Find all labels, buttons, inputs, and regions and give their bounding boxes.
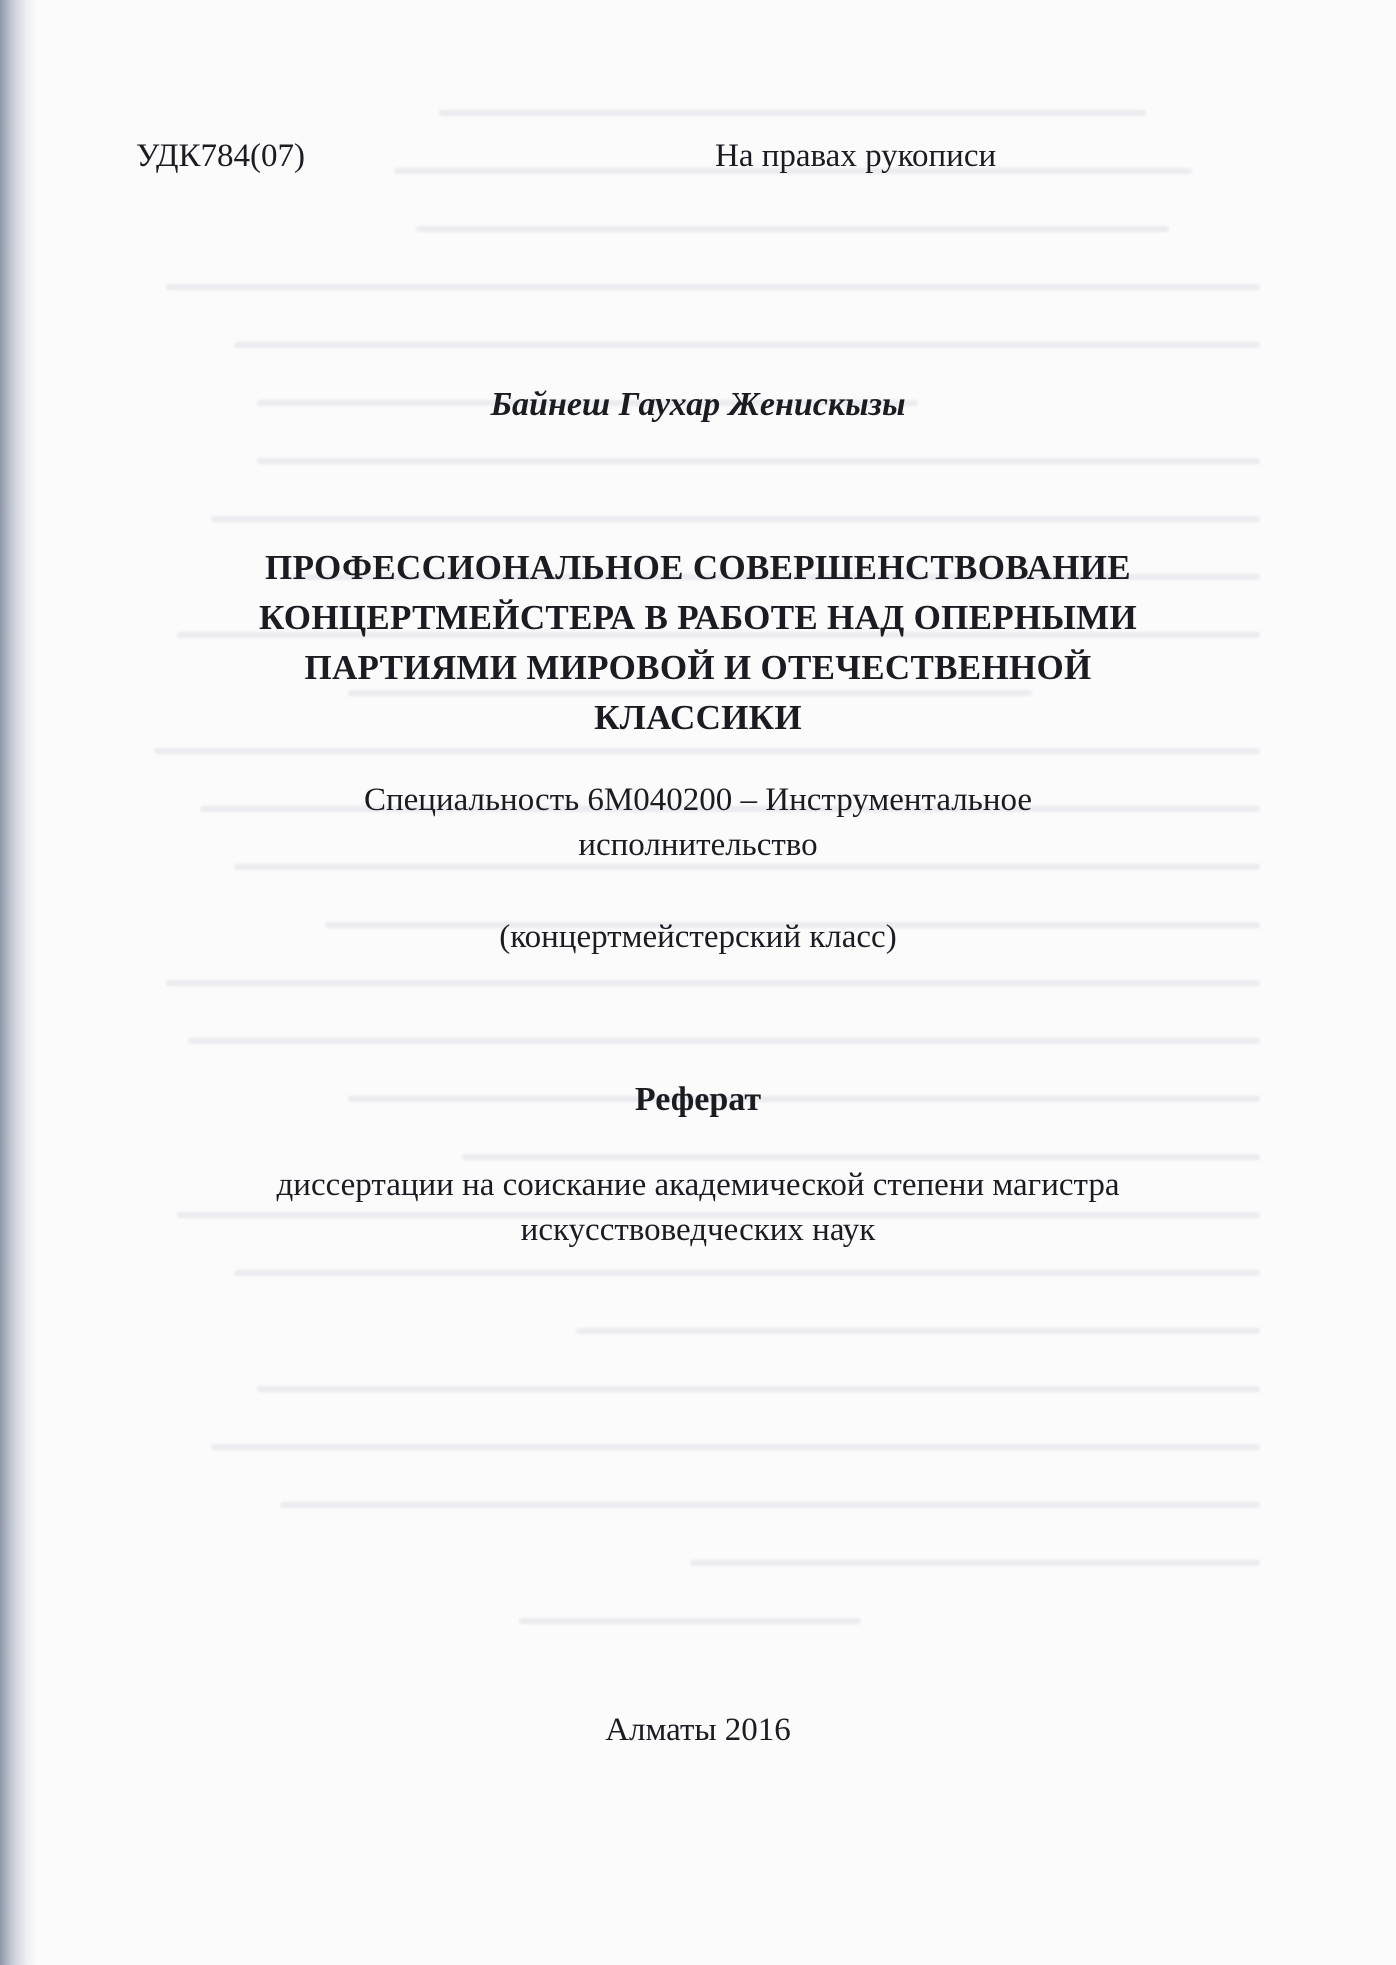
author-name: Байнеш Гаухар Женискызы: [490, 386, 906, 423]
document-type: Реферат: [634, 1081, 762, 1118]
reverse-side-bleed-through: [120, 110, 1260, 1830]
city-and-year: Алматы 2016: [605, 1712, 791, 1748]
title-line: КОНЦЕРТМЕЙСТЕРА В РАБОТЕ НАД ОПЕРНЫМИ: [259, 598, 1137, 637]
purpose-line: диссертации на соискание академической степени магистра: [276, 1167, 1120, 1203]
title-line: КЛАССИКИ: [594, 698, 802, 737]
title-line: ПРОФЕССИОНАЛЬНОЕ СОВЕРШЕНСТВОВАНИЕ: [265, 548, 1131, 587]
binding-shadow: [0, 0, 36, 1965]
class-note: (концертмейстерский класс): [499, 919, 897, 955]
specialty-line: Специальность 6М040200 – Инструментальное: [363, 782, 1033, 818]
dissertation-purpose: [0, 1163, 1396, 1253]
specialty-line: исполнительство: [578, 827, 818, 863]
title-line: ПАРТИЯМИ МИРОВОЙ И ОТЕЧЕСТВЕННОЙ: [304, 648, 1092, 687]
purpose-line: искусствоведческих наук: [520, 1212, 876, 1248]
udk-code: УДК784(07): [136, 138, 306, 174]
specialty: [0, 778, 1396, 868]
manuscript-rights-note: На правах рукописи: [715, 138, 997, 174]
dissertation-title: [160, 543, 1236, 743]
